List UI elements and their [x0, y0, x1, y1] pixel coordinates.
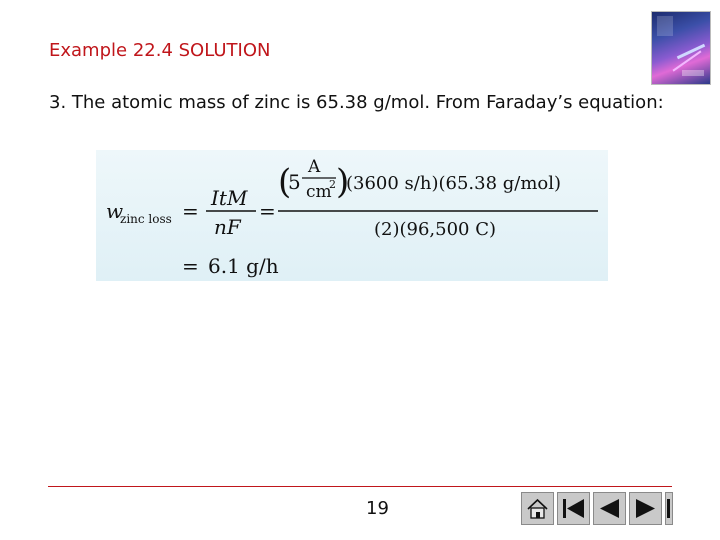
- first-slide-icon: [558, 493, 589, 524]
- result-value: 6.1 g/h: [208, 254, 279, 278]
- slide-body-text: 3. The atomic mass of zinc is 65.38 g/mol. From Faraday’s equation:: [49, 92, 664, 113]
- coefficient: 5: [288, 170, 301, 194]
- equals-sign-3: =: [182, 254, 199, 278]
- faraday-equation: [96, 150, 608, 281]
- fraction1-numerator: ItM: [211, 186, 248, 210]
- next-slide-icon: [630, 493, 661, 524]
- footer-rule: [48, 486, 672, 487]
- book-cover-image: [652, 12, 710, 84]
- fraction1-denominator: nF: [214, 215, 241, 239]
- unit-exponent: 2: [329, 178, 336, 191]
- left-paren: (: [278, 162, 292, 202]
- lhs-variable: w: [106, 199, 124, 223]
- right-paren: ): [336, 162, 350, 202]
- slide-title: Example 22.4 SOLUTION: [49, 40, 271, 61]
- lhs-subscript: zinc loss: [120, 212, 172, 226]
- equals-sign-2: =: [259, 199, 276, 223]
- first-slide-button[interactable]: [557, 492, 590, 525]
- unit-numerator: A: [308, 157, 321, 177]
- next-slide-button[interactable]: [629, 492, 662, 525]
- last-slide-icon: [666, 493, 672, 524]
- previous-slide-button[interactable]: [593, 492, 626, 525]
- denominator-values: (2)(96,500 C): [374, 219, 497, 240]
- equals-sign-1: =: [182, 199, 199, 223]
- unit-denominator: cm: [306, 182, 332, 202]
- numerator-values: (3600 s/h)(65.38 g/mol): [346, 173, 562, 194]
- home-icon: [522, 493, 553, 524]
- page-number: 19: [366, 498, 389, 519]
- equation-panel: [96, 150, 608, 281]
- last-slide-button[interactable]: [665, 492, 673, 525]
- previous-slide-icon: [594, 493, 625, 524]
- home-button[interactable]: [521, 492, 554, 525]
